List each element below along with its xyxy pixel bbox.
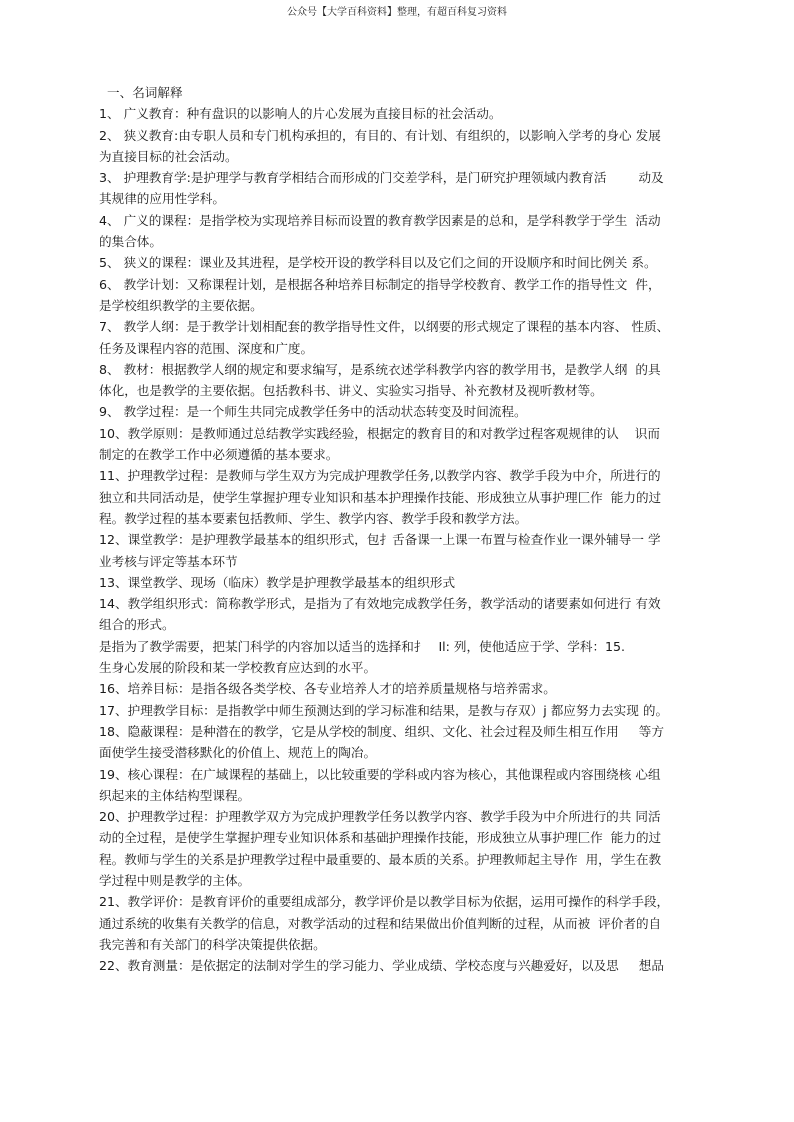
definition-line: 通过系统的收集有关教学的信息，对教学活动的过程和结果做出价值判断的过程，从而被 评价者的自 [99, 915, 662, 931]
definition-line: 制定的在教学工作中必须遵循的基本要求。 [99, 447, 339, 463]
definition-line: 体化，也是教学的主要依据。包括教科书、讲义、实验实习指导、补充教材及视听教材等。 [99, 383, 603, 399]
definition-line: 生身心发展的阶段和某一学校教育应达到的水平。 [99, 660, 377, 676]
definition-line: 面使学生接受潜移默化的价值上、规范上的陶冶。 [99, 745, 377, 761]
definition-item [99, 125, 699, 168]
definition-item [99, 167, 699, 210]
definition-line: 我完善和有关部门的科学决策提供依据。 [99, 936, 326, 952]
definition-line: 业考核与评定等基本环节 [99, 553, 238, 569]
document-body [99, 82, 699, 976]
definition-item [99, 572, 699, 593]
definition-item [99, 210, 699, 253]
definition-line: 8、 教材：根据教学人纲的规定和要求编写，是系统衣述学科教学内容的教学用书，是教学人纲 的具 [99, 361, 661, 377]
definition-line: 是学校组织教学的主要依据。 [99, 297, 263, 313]
definition-line: 组合的形式。 [99, 617, 175, 633]
definition-line: 其规律的应用性学科。 [99, 191, 225, 207]
definition-item [99, 806, 699, 891]
definition-line: 6、 教学计划：又称课程计划，是根据各种培养目标制定的指导学校教育、教学工作的指导性文 件， [99, 276, 661, 292]
definition-line: 16、培养目标：是指各级各类学校、各专业培养人才的培养质量规格与培养需求。 [99, 681, 556, 697]
definition-line: 织起来的主体结构型课程。 [99, 787, 251, 803]
page-header-watermark: 公众号【大学百科资料】整理，有超百科复习资料 [287, 7, 507, 18]
definition-item [99, 678, 699, 699]
definition-item [99, 274, 699, 317]
definition-item [99, 465, 699, 529]
definition-item [99, 401, 699, 422]
definition-line: 9、 教学过程：是一个师生共同完成教学任务中的活动状态转变及时间流程。 [99, 404, 527, 420]
definition-item [99, 529, 699, 572]
definition-line: 动的全过程，是使学生掌握护理专业知识体系和基础护理操作技能，形成独立从事护理匚作 能力的过 [99, 830, 662, 846]
definition-line: 13、课堂教学、现场（临床）教学是护理教学最基本的组织形式 [99, 574, 456, 590]
definition-line: 10、教学原则：是教师通过总结教学实践经验，根据定的教育目的和对教学过程客观规律的认 识而 [99, 425, 660, 441]
definition-line: 20、护理教学过程：护理教学双方为完成护理教学任务以教学内容、教学手段为中介所进行的共 同活 [99, 809, 661, 825]
definition-item [99, 359, 699, 402]
definition-line: 独立和共同活动是，使学生掌握护理专业知识和基本护理操作技能、形成独立从事护理匚作 能力的过 [99, 489, 662, 505]
definition-line: 12、课堂教学：是护理教学最基本的组织形式，包扌舌备课一上课一布置与检查作业一课外辅导一 学 [99, 532, 661, 548]
definition-item [99, 252, 699, 273]
section-title: 一、名词解释 [107, 85, 183, 100]
definition-item [99, 721, 699, 764]
definition-line: 1、 广义教育：种有盘识的以影响人的片心发展为直接目标的社会活动。 [99, 106, 502, 122]
definition-line: 任务及课程内容的范围、深度和广度。 [99, 340, 314, 356]
definition-line: 2、 狭义教育:由专职人员和专门机构承担的，有目的、有计划、有组织的，以影响入学考的身心 发展 [99, 127, 661, 143]
definition-item [99, 700, 699, 721]
definition-item [99, 891, 699, 955]
definition-line: 的集合体。 [99, 234, 162, 250]
definition-line: 22、教育测量：是依据定的法制对学生的学习能力、学业成绩、学校态度与兴趣爱好，以及思 想品 [99, 958, 664, 974]
definition-line: 7、 教学人纲：是于教学计划相配套的教学指导性文件，以纲要的形式规定了课程的基本内容、 性质、 [99, 319, 670, 335]
definition-item [99, 764, 699, 807]
definition-line: 18、隐蔽课程：是种潜在的教学，它是从学校的制度、组织、文化、社会过程及师生相互作用 等方 [99, 723, 664, 739]
definition-line: 是指为了教学需要，把某门科学的内容加以适当的选择和扌 Il: 列，使他适应于学、学科：15. [99, 638, 626, 654]
definition-line: 5、 狭义的课程：课业及其进程，是学校开设的教学科目以及它们之间的开设顺序和时间比例关 系。 [99, 255, 657, 271]
definition-item [99, 316, 699, 359]
definition-line: 11、护理教学过程：是教师与学生双方为完成护理教学任务,以教学内容、教学手段为中介，所进行的 [99, 468, 661, 484]
definition-line: 17、护理教学目标：是指教学中师生预测达到的学习标准和结果，是教与存双）j 都应努力去实现 的。 [99, 702, 669, 718]
definition-item [99, 636, 699, 679]
definition-line: 4、 广义的课程：是指学校为实现培养目标而设置的教育教学因素是的总和，是学科教学于学生 活动 [99, 212, 661, 228]
definition-line: 3、 护理教育学:是护理学与教育学相结合而形成的门交差学科，是门研究护理领域内教育活 动及 [99, 170, 664, 186]
definition-list [99, 103, 699, 976]
definition-line: 19、核心课程：在广域课程的基础上，以比较重要的学科或内容为核心，其他课程或内容围绕核 心组 [99, 766, 661, 782]
definition-item [99, 955, 699, 976]
definition-line: 程。教学过程的基本要素包括教师、学生、教学内容、教学手段和教学方法。 [99, 510, 528, 526]
definition-line: 程。教师与学生的关系是护理教学过程中最重要的、最本质的关系。护理教师起主导作 用，学生在教 [99, 851, 662, 867]
definition-line: 14、教学组织形式：简称教学形式，是指为了有效地完成教学任务，教学活动的诸要素如何进行 有效 [99, 596, 661, 612]
definition-line: 学过程中则是教学的主体。 [99, 872, 251, 888]
definition-item [99, 593, 699, 636]
definition-item [99, 103, 699, 124]
definition-item [99, 423, 699, 466]
definition-line: 21、教学评价：是教育评价的重要组成部分，教学评价是以教学目标为依据，运用可操作的科学手段， [99, 894, 670, 910]
definition-line: 为直接目标的社会活动。 [99, 148, 238, 164]
